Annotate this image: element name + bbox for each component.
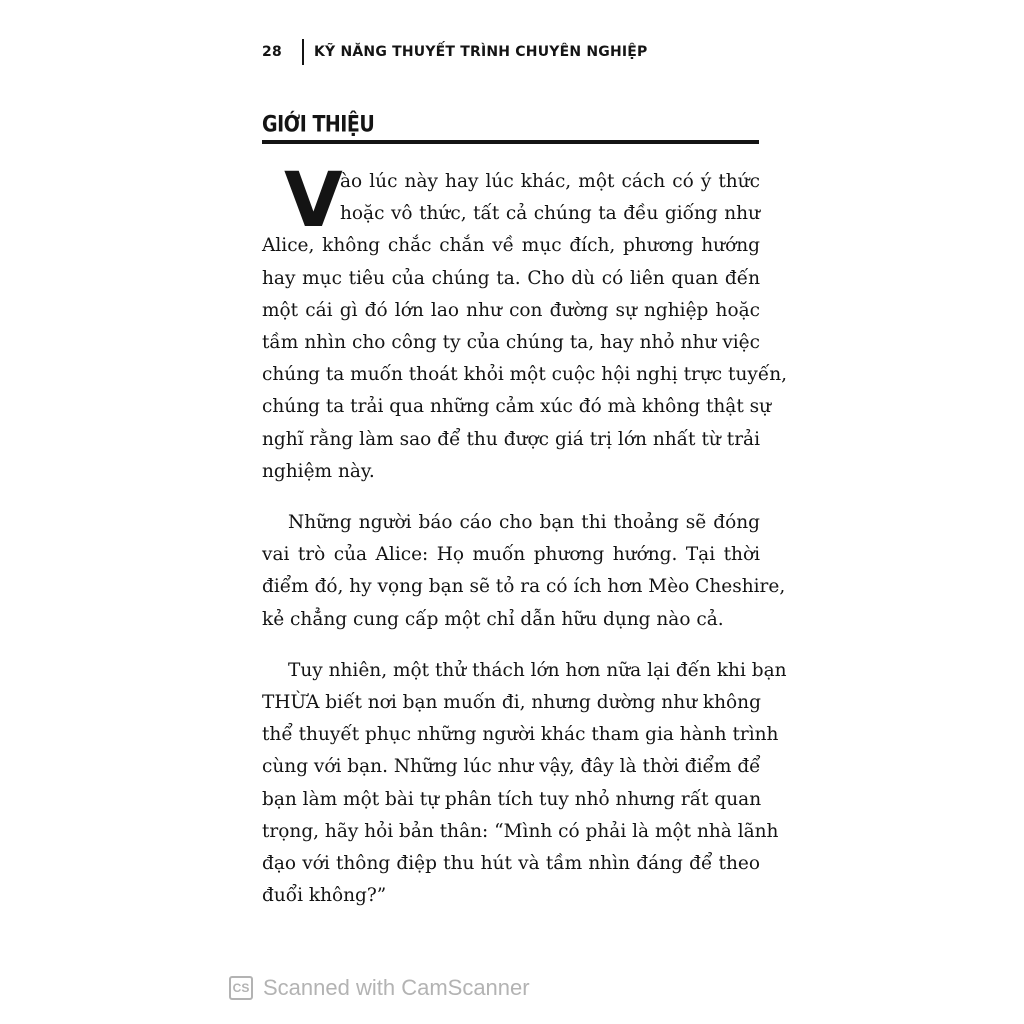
text-line: ào lúc này hay lúc khác, một cách có ý thức <box>340 171 760 192</box>
text-line: một cái gì đó lớn lao như con đường sự nghiệp hoặc <box>262 299 760 321</box>
text-line: vai trò của Alice: Họ muốn phương hướng. Tại thời <box>262 544 760 566</box>
camscanner-logo-icon: CS <box>229 976 253 1000</box>
text-line: điểm đó, hy vọng bạn sẽ tỏ ra có ích hơn Mèo Cheshire, <box>262 576 786 598</box>
scanner-text: Scanned with CamScanner <box>263 975 530 1000</box>
text-line: đạo với thông điệp thu hút và tầm nhìn đáng để theo <box>262 853 760 875</box>
section-rule <box>262 140 759 144</box>
drop-cap: V <box>284 155 343 244</box>
paragraph-3 <box>262 655 787 913</box>
text-line: trọng, hãy hỏi bản thân: “Mình có phải là một nhà lãnh <box>262 820 779 842</box>
text-line: nghiệm này. <box>262 460 375 482</box>
paragraph-1 <box>262 155 788 488</box>
text-line: chúng ta muốn thoát khỏi một cuộc hội nghị trực tuyến, <box>262 364 788 386</box>
text-line: thể thuyết phục những người khác tham gia hành trình <box>262 724 779 746</box>
body-text <box>262 155 788 912</box>
text-line: hoặc vô thức, tất cả chúng ta đều giống như <box>340 203 760 225</box>
text-line: chúng ta trải qua những cảm xúc đó mà không thật sự <box>262 396 772 418</box>
header-divider <box>302 39 304 65</box>
text-line: cùng với bạn. Những lúc như vậy, đây là thời điểm để <box>262 756 761 778</box>
text-line: THỪA biết nơi bạn muốn đi, nhưng dường như không <box>262 692 761 714</box>
running-header <box>262 38 648 66</box>
text-line: đuổi không?” <box>262 885 387 907</box>
scanner-watermark <box>229 975 530 1001</box>
section-title: GIỚI THIỆU <box>262 112 375 138</box>
text-line: Những người báo cáo cho bạn thi thoảng sẽ đóng <box>288 512 760 534</box>
text-line: bạn làm một bài tự phân tích tuy nhỏ nhưng rất quan <box>262 788 762 810</box>
page-number: 28 <box>262 44 282 60</box>
text-line: Alice, không chắc chắn về mục đích, phương hướng <box>262 235 760 257</box>
book-title: KỸ NĂNG THUYẾT TRÌNH CHUYÊN NGHIỆP <box>314 44 648 60</box>
text-line: hay mục tiêu của chúng ta. Cho dù có liên quan đến <box>262 267 760 289</box>
paragraph-2 <box>262 507 786 636</box>
text-line: nghĩ rằng làm sao để thu được giá trị lớn nhất từ trải <box>262 428 760 450</box>
text-line: tầm nhìn cho công ty của chúng ta, hay nhỏ như việc <box>262 332 760 354</box>
text-line: Tuy nhiên, một thử thách lớn hơn nữa lại đến khi bạn <box>288 659 787 681</box>
text-line: kẻ chẳng cung cấp một chỉ dẫn hữu dụng nào cả. <box>262 608 724 630</box>
